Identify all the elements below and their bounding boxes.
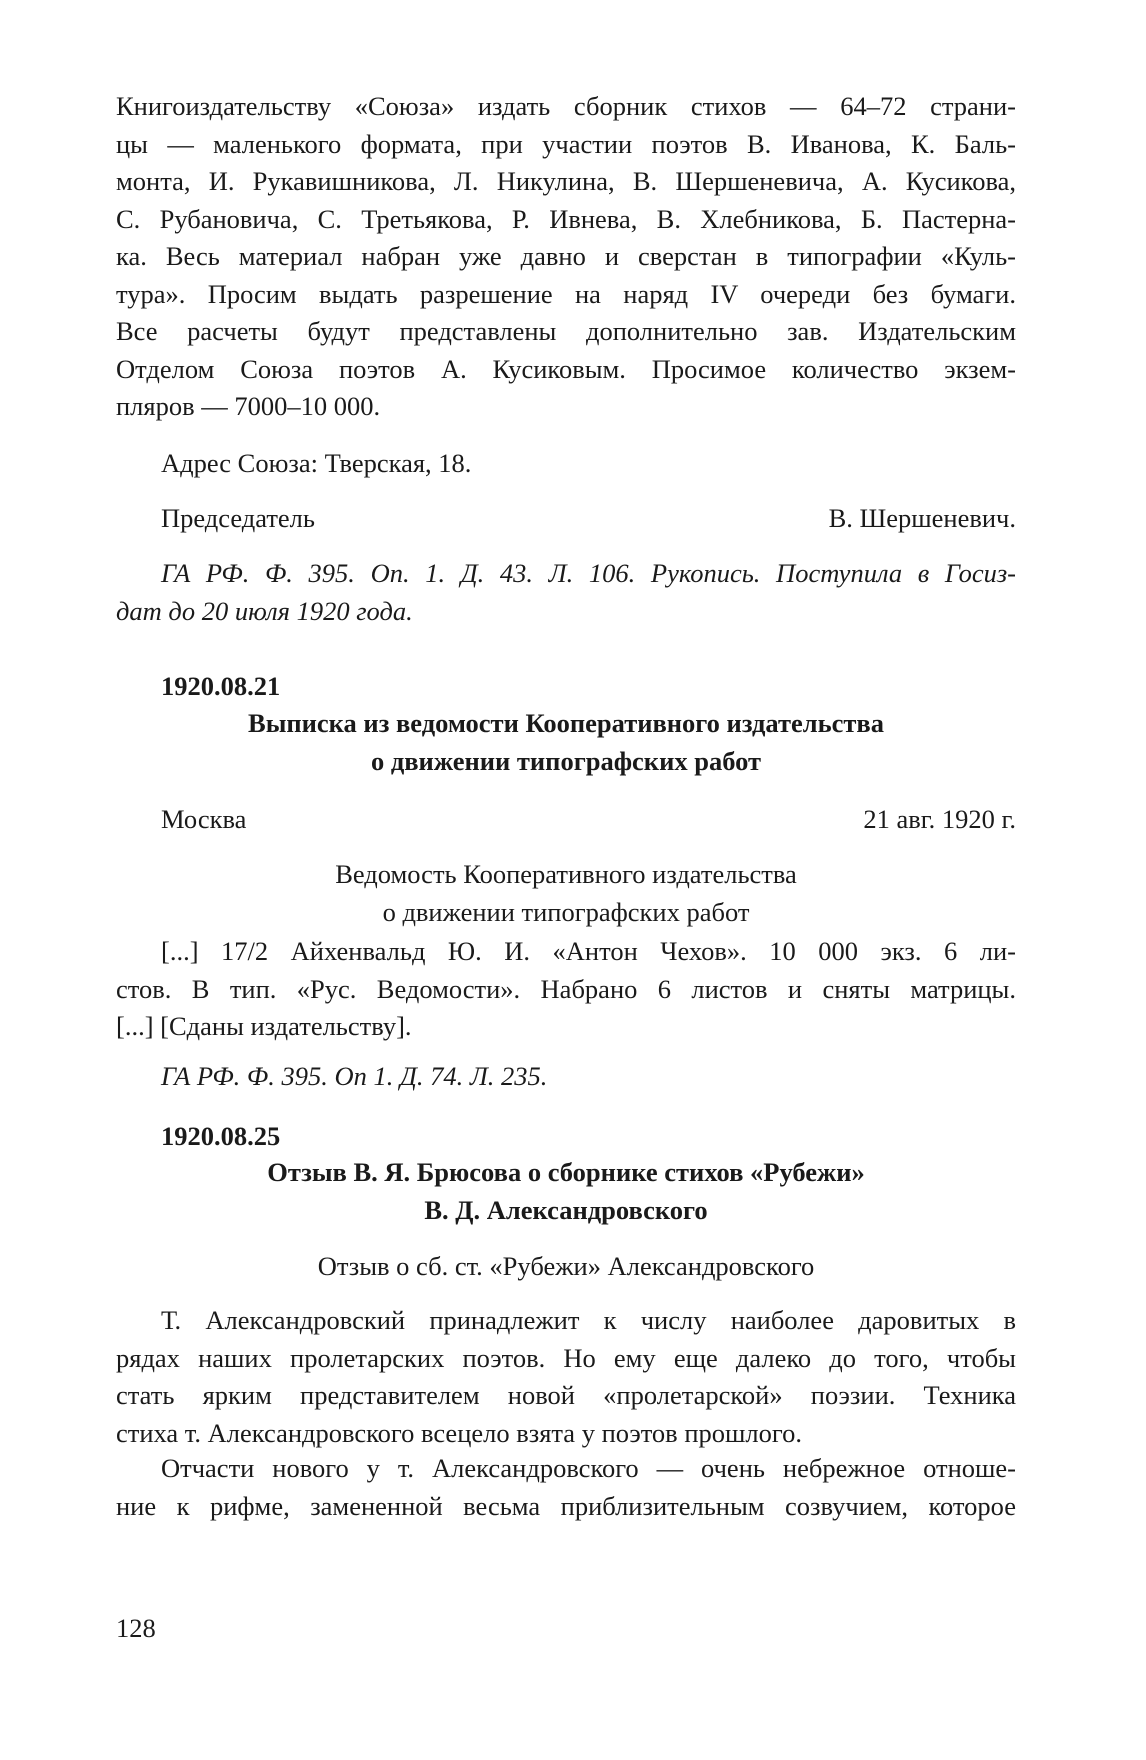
document-text: [116, 933, 1016, 1046]
text-line: Все расчеты будут представлены дополнительно зав. Издательским: [116, 316, 1016, 346]
subtitle-line: Ведомость Кооперативного издательства: [335, 859, 797, 889]
text-line: стать ярким представителем новой «пролетарской» поэзии. Техника: [116, 1380, 1016, 1410]
text-line: С. Рубановича, С. Третьякова, Р. Ивнева, В. Хлебникова, Б. Пастерна-: [116, 203, 1016, 234]
signature-role: Председатель: [161, 503, 315, 533]
archive-source: ГА РФ. Ф. 395. Оп 1. Д. 74. Л. 235.: [161, 1061, 548, 1091]
signature-row: [116, 500, 1016, 538]
document-title: [116, 1154, 1016, 1229]
text-line: [...] [Сданы издательству].: [116, 1011, 412, 1041]
review-paragraph: [116, 1302, 1016, 1452]
signature-name: В. Шершеневич.: [828, 503, 1016, 533]
text-line: рядах наших пролетарских поэтов. Но ему еще далеко до того, чтобы: [116, 1342, 1016, 1373]
text-line: Т. Александровский принадлежит к числу наиболее даровитых в: [161, 1305, 1016, 1335]
text-line: дат до 20 июля 1920 года.: [116, 595, 413, 626]
address-line: Адрес Союза: Тверская, 18.: [161, 448, 472, 478]
text-line: Книгоиздательству «Союза» издать сборник стихов — 64–72 страни-: [116, 91, 1016, 121]
place: Москва: [161, 804, 247, 834]
text-line: ка. Весь материал набран уже давно и сверстан в типографии «Куль-: [116, 241, 1016, 271]
page-number: 128: [116, 1613, 156, 1643]
archive-source: [116, 555, 1016, 630]
text-line: ние к рифме, замененной весьма приблизительным созвучием, которое: [116, 1490, 1016, 1521]
review-paragraph: [116, 1450, 1016, 1525]
text-line: тура». Просим выдать разрешение на наряд IV очереди без бумаги.: [116, 278, 1016, 309]
intro-paragraph: [116, 88, 1016, 426]
text-line: Отделом Союза поэтов А. Кусиковым. Просимое количество экзем-: [116, 353, 1016, 384]
document-code: 1920.08.21: [161, 671, 281, 701]
place-date-row: [116, 801, 1016, 839]
text-line: [...] 17/2 Айхенвальд Ю. И. «Антон Чехов». 10 000 экз. 6 ли-: [161, 936, 1016, 966]
subtitle-line: о движении типографских работ: [382, 896, 750, 927]
document-subtitle: Отзыв о сб. ст. «Рубежи» Александровского: [317, 1251, 815, 1281]
document-code: 1920.08.25: [161, 1121, 281, 1151]
text-line: пляров — 7000–10 000.: [116, 391, 381, 421]
date: 21 авг. 1920 г.: [863, 804, 1016, 834]
document-title: [116, 705, 1016, 780]
text-line: стиха т. Александровского всецело взята у поэтов прошлого.: [116, 1417, 802, 1448]
text-line: ГА РФ. Ф. 395. Оп. 1. Д. 43. Л. 106. Рукопись. Поступила в Госиз-: [161, 558, 1016, 588]
title-line: о движении типографских работ: [370, 745, 762, 776]
title-line: Отзыв В. Я. Брюсова о сборнике стихов «Рубежи»: [267, 1157, 865, 1187]
document-subtitle: [116, 856, 1016, 931]
text-line: стов. В тип. «Рус. Ведомости». Набрано 6 листов и сняты матрицы.: [116, 973, 1016, 1004]
text-line: цы — маленького формата, при участии поэтов В. Иванова, К. Баль-: [116, 128, 1016, 159]
text-line: монта, И. Рукавишникова, Л. Никулина, В. Шершеневича, А. Кусикова,: [116, 166, 1016, 196]
title-line: Выписка из ведомости Кооперативного издательства: [248, 708, 884, 738]
title-line: В. Д. Александровского: [424, 1194, 708, 1225]
text-line: Отчасти нового у т. Александровского — очень небрежное отноше-: [161, 1453, 1016, 1483]
